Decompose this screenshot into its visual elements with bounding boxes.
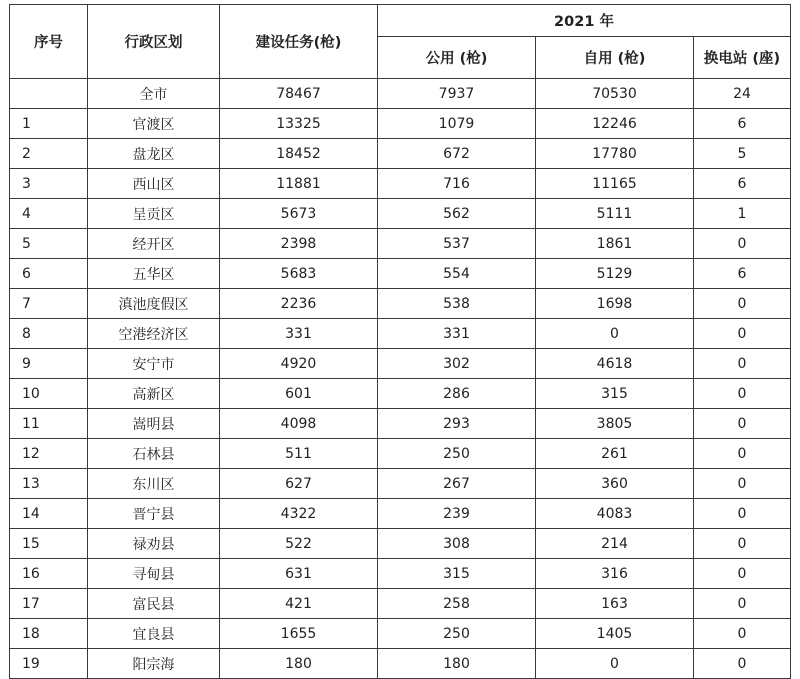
cell-public: 716 bbox=[378, 169, 536, 199]
cell-swap-station: 0 bbox=[694, 349, 791, 379]
cell-district: 西山区 bbox=[88, 169, 220, 199]
cell-task: 2236 bbox=[220, 289, 378, 319]
header-private: 自用 (枪) bbox=[536, 37, 694, 79]
cell-index: 3 bbox=[10, 169, 88, 199]
cell-private: 5129 bbox=[536, 259, 694, 289]
cell-swap-station: 0 bbox=[694, 499, 791, 529]
cell-index: 1 bbox=[10, 109, 88, 139]
table-row bbox=[10, 349, 791, 379]
cell-swap-station: 0 bbox=[694, 649, 791, 679]
cell-index: 19 bbox=[10, 649, 88, 679]
cell-district: 五华区 bbox=[88, 259, 220, 289]
table-body bbox=[10, 79, 791, 679]
table-row bbox=[10, 169, 791, 199]
cell-swap-station: 0 bbox=[694, 439, 791, 469]
cell-private: 1861 bbox=[536, 229, 694, 259]
table-row bbox=[10, 319, 791, 349]
table-row bbox=[10, 109, 791, 139]
cell-district: 空港经济区 bbox=[88, 319, 220, 349]
cell-index: 15 bbox=[10, 529, 88, 559]
cell-swap-station: 5 bbox=[694, 139, 791, 169]
cell-private: 261 bbox=[536, 439, 694, 469]
cell-swap-station: 0 bbox=[694, 229, 791, 259]
cell-public: 331 bbox=[378, 319, 536, 349]
table-row bbox=[10, 79, 791, 109]
cell-private: 316 bbox=[536, 559, 694, 589]
cell-district: 东川区 bbox=[88, 469, 220, 499]
table-row bbox=[10, 649, 791, 679]
cell-private: 12246 bbox=[536, 109, 694, 139]
cell-swap-station: 0 bbox=[694, 289, 791, 319]
cell-public: 180 bbox=[378, 649, 536, 679]
table-row bbox=[10, 619, 791, 649]
cell-task: 1655 bbox=[220, 619, 378, 649]
cell-district: 全市 bbox=[88, 79, 220, 109]
cell-swap-station: 6 bbox=[694, 109, 791, 139]
cell-private: 4618 bbox=[536, 349, 694, 379]
cell-index: 11 bbox=[10, 409, 88, 439]
cell-task: 421 bbox=[220, 589, 378, 619]
header-district: 行政区划 bbox=[88, 5, 220, 79]
cell-district: 宜良县 bbox=[88, 619, 220, 649]
table-row bbox=[10, 289, 791, 319]
cell-private: 214 bbox=[536, 529, 694, 559]
cell-swap-station: 0 bbox=[694, 379, 791, 409]
cell-district: 阳宗海 bbox=[88, 649, 220, 679]
cell-public: 258 bbox=[378, 589, 536, 619]
cell-index bbox=[10, 79, 88, 109]
cell-private: 163 bbox=[536, 589, 694, 619]
charging-table-container bbox=[9, 4, 791, 679]
cell-index: 2 bbox=[10, 139, 88, 169]
cell-swap-station: 6 bbox=[694, 169, 791, 199]
cell-private: 70530 bbox=[536, 79, 694, 109]
header-task: 建设任务(枪) bbox=[220, 5, 378, 79]
cell-public: 239 bbox=[378, 499, 536, 529]
table-row bbox=[10, 199, 791, 229]
cell-task: 511 bbox=[220, 439, 378, 469]
cell-private: 5111 bbox=[536, 199, 694, 229]
cell-district: 寻甸县 bbox=[88, 559, 220, 589]
cell-index: 9 bbox=[10, 349, 88, 379]
cell-index: 10 bbox=[10, 379, 88, 409]
cell-index: 12 bbox=[10, 439, 88, 469]
cell-index: 8 bbox=[10, 319, 88, 349]
cell-task: 627 bbox=[220, 469, 378, 499]
cell-public: 250 bbox=[378, 619, 536, 649]
cell-task: 522 bbox=[220, 529, 378, 559]
table-row bbox=[10, 139, 791, 169]
cell-swap-station: 0 bbox=[694, 619, 791, 649]
cell-task: 13325 bbox=[220, 109, 378, 139]
cell-district: 禄劝县 bbox=[88, 529, 220, 559]
cell-public: 672 bbox=[378, 139, 536, 169]
cell-public: 538 bbox=[378, 289, 536, 319]
cell-task: 78467 bbox=[220, 79, 378, 109]
cell-public: 293 bbox=[378, 409, 536, 439]
header-row-1 bbox=[10, 5, 791, 37]
table-row bbox=[10, 439, 791, 469]
cell-index: 4 bbox=[10, 199, 88, 229]
cell-district: 经开区 bbox=[88, 229, 220, 259]
cell-public: 302 bbox=[378, 349, 536, 379]
cell-index: 17 bbox=[10, 589, 88, 619]
cell-task: 11881 bbox=[220, 169, 378, 199]
cell-swap-station: 6 bbox=[694, 259, 791, 289]
cell-swap-station: 0 bbox=[694, 409, 791, 439]
cell-public: 308 bbox=[378, 529, 536, 559]
cell-district: 晋宁县 bbox=[88, 499, 220, 529]
cell-swap-station: 0 bbox=[694, 469, 791, 499]
cell-private: 17780 bbox=[536, 139, 694, 169]
cell-public: 562 bbox=[378, 199, 536, 229]
header-index: 序号 bbox=[10, 5, 88, 79]
cell-public: 537 bbox=[378, 229, 536, 259]
cell-private: 11165 bbox=[536, 169, 694, 199]
cell-task: 5683 bbox=[220, 259, 378, 289]
cell-task: 18452 bbox=[220, 139, 378, 169]
cell-task: 5673 bbox=[220, 199, 378, 229]
cell-district: 高新区 bbox=[88, 379, 220, 409]
cell-public: 286 bbox=[378, 379, 536, 409]
cell-public: 250 bbox=[378, 439, 536, 469]
table-row bbox=[10, 379, 791, 409]
cell-private: 0 bbox=[536, 319, 694, 349]
cell-swap-station: 0 bbox=[694, 589, 791, 619]
cell-index: 16 bbox=[10, 559, 88, 589]
cell-public: 1079 bbox=[378, 109, 536, 139]
header-year-group: 2021 年 bbox=[378, 5, 791, 37]
cell-private: 360 bbox=[536, 469, 694, 499]
cell-task: 4920 bbox=[220, 349, 378, 379]
cell-private: 0 bbox=[536, 649, 694, 679]
charging-task-table bbox=[9, 4, 791, 679]
cell-index: 14 bbox=[10, 499, 88, 529]
cell-index: 6 bbox=[10, 259, 88, 289]
cell-district: 石林县 bbox=[88, 439, 220, 469]
cell-task: 601 bbox=[220, 379, 378, 409]
cell-swap-station: 0 bbox=[694, 319, 791, 349]
cell-task: 331 bbox=[220, 319, 378, 349]
cell-index: 7 bbox=[10, 289, 88, 319]
header-swap-station: 换电站 (座) bbox=[694, 37, 791, 79]
cell-index: 5 bbox=[10, 229, 88, 259]
cell-swap-station: 24 bbox=[694, 79, 791, 109]
cell-public: 7937 bbox=[378, 79, 536, 109]
cell-swap-station: 0 bbox=[694, 559, 791, 589]
table-row bbox=[10, 259, 791, 289]
cell-private: 1405 bbox=[536, 619, 694, 649]
table-row bbox=[10, 409, 791, 439]
cell-private: 315 bbox=[536, 379, 694, 409]
cell-district: 官渡区 bbox=[88, 109, 220, 139]
cell-district: 嵩明县 bbox=[88, 409, 220, 439]
cell-swap-station: 0 bbox=[694, 529, 791, 559]
table-row bbox=[10, 229, 791, 259]
cell-public: 554 bbox=[378, 259, 536, 289]
cell-district: 安宁市 bbox=[88, 349, 220, 379]
cell-private: 1698 bbox=[536, 289, 694, 319]
table-row bbox=[10, 469, 791, 499]
table-row bbox=[10, 529, 791, 559]
cell-district: 富民县 bbox=[88, 589, 220, 619]
cell-swap-station: 1 bbox=[694, 199, 791, 229]
cell-index: 18 bbox=[10, 619, 88, 649]
cell-public: 267 bbox=[378, 469, 536, 499]
cell-task: 4322 bbox=[220, 499, 378, 529]
table-row bbox=[10, 559, 791, 589]
cell-public: 315 bbox=[378, 559, 536, 589]
cell-task: 631 bbox=[220, 559, 378, 589]
cell-private: 3805 bbox=[536, 409, 694, 439]
header-public: 公用 (枪) bbox=[378, 37, 536, 79]
cell-task: 180 bbox=[220, 649, 378, 679]
cell-district: 盘龙区 bbox=[88, 139, 220, 169]
table-row bbox=[10, 499, 791, 529]
cell-task: 4098 bbox=[220, 409, 378, 439]
table-row bbox=[10, 589, 791, 619]
cell-district: 呈贡区 bbox=[88, 199, 220, 229]
cell-district: 滇池度假区 bbox=[88, 289, 220, 319]
cell-private: 4083 bbox=[536, 499, 694, 529]
cell-index: 13 bbox=[10, 469, 88, 499]
cell-task: 2398 bbox=[220, 229, 378, 259]
